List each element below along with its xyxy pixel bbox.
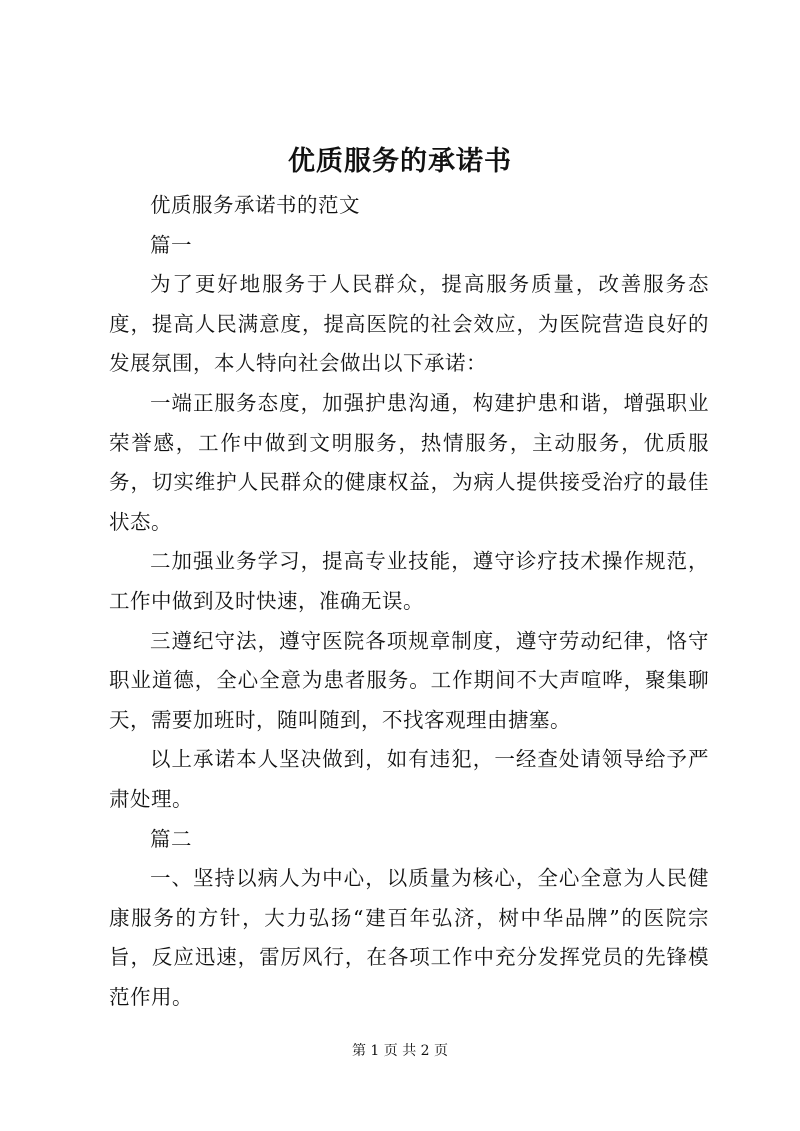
section-heading-2: 篇二 [150, 826, 192, 851]
page-number-footer: 第 1 页 共 2 页 [351, 1043, 449, 1059]
paragraph: 一端正服务态度，加强护患沟通，构建护患和谐，增强职业荣誉感，工作中做到文明服务，热情服务，主动服务，优质服务，切实维护人民群众的健康权益，为病人提供接受治疗的最佳状态。 [109, 390, 709, 534]
paragraph: 二加强业务学习，提高专业技能，遵守诊疗技术操作规范，工作中做到及时快速，准确无误。 [109, 549, 709, 613]
paragraph: 以上承诺本人坚决做到，如有违犯，一经查处请领导给予严肃处理。 [109, 747, 709, 811]
paragraph: 三遵纪守法，遵守医院各项规章制度，遵守劳动纪律，恪守职业道德，全心全意为患者服务。工作期间不大声喧哗，聚集聊天，需要加班时，随叫随到，不找客观理由搪塞。 [109, 628, 709, 732]
paragraph-subtitle: 优质服务承诺书的范文 [150, 193, 360, 217]
document-title: 优质服务的承诺书 [288, 146, 512, 177]
section-heading-1: 篇一 [150, 232, 192, 257]
document-body [109, 186, 709, 1017]
paragraph: 一、坚持以病人为中心，以质量为核心，全心全意为人民健康服务的方针，大力弘扬“建百年弘济，树中华品牌”的医院宗旨，反应迅速，雷厉风行，在各项工作中充分发挥党员的先锋模范作用。 [109, 866, 709, 1009]
paragraph: 为了更好地服务于人民群众，提高服务质量，改善服务态度，提高人民满意度，提高医院的社会效应，为医院营造良好的发展氛围，本人特向社会做出以下承诺： [109, 272, 709, 376]
